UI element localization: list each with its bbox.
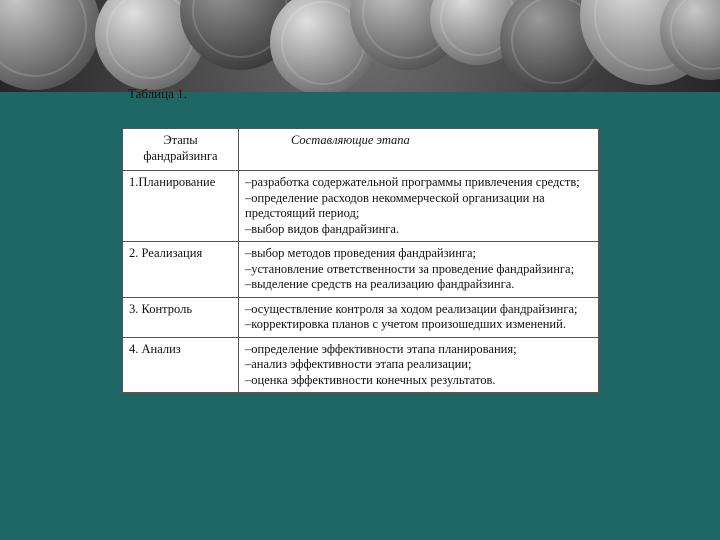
components-cell: [239, 242, 599, 298]
component-item: –выбор видов фандрайзинга.: [245, 221, 400, 236]
components-cell: [239, 337, 599, 393]
component-item: –разработка содержательной программы привлечения средств;: [245, 175, 580, 189]
table-row: [123, 171, 599, 242]
component-item: –определение расходов некоммерческой организации на предстоящий период;: [245, 190, 545, 220]
component-item: –установление ответственности за проведение фандрайзинга;: [245, 261, 575, 276]
table-sheet: [122, 128, 599, 393]
stage-cell: 1.Планирование: [123, 171, 239, 242]
table-header-row: [123, 129, 599, 171]
table-row: [123, 337, 599, 393]
component-item: –осуществление контроля за ходом реализации фандрайзинга;: [245, 301, 578, 316]
components-cell: [239, 171, 599, 242]
table-caption: Таблица 1.: [128, 86, 187, 101]
header-stages: Этапы фандрайзинга: [123, 129, 239, 171]
fundraising-stages-table: [122, 128, 599, 393]
component-item: –выделение средств на реализацию фандрайзинга.: [245, 277, 515, 291]
stage-cell: 4. Анализ: [123, 337, 239, 393]
header-components: Составляющие этапа: [239, 129, 599, 171]
coins-banner-image: [0, 0, 720, 92]
stage-cell: 2. Реализация: [123, 242, 239, 298]
table-row: [123, 297, 599, 337]
component-item: –оценка эффективности конечных результатов.: [245, 372, 496, 387]
component-item: –определение эффективности этапа планирования;: [245, 341, 517, 356]
components-cell: [239, 297, 599, 337]
component-item: –корректировка планов с учетом произошедших изменений.: [245, 317, 566, 331]
table-row: [123, 242, 599, 298]
component-item: –выбор методов проведения фандрайзинга;: [245, 246, 477, 260]
component-item: –анализ эффективности этапа реализации;: [245, 357, 472, 371]
stage-cell: 3. Контроль: [123, 297, 239, 337]
